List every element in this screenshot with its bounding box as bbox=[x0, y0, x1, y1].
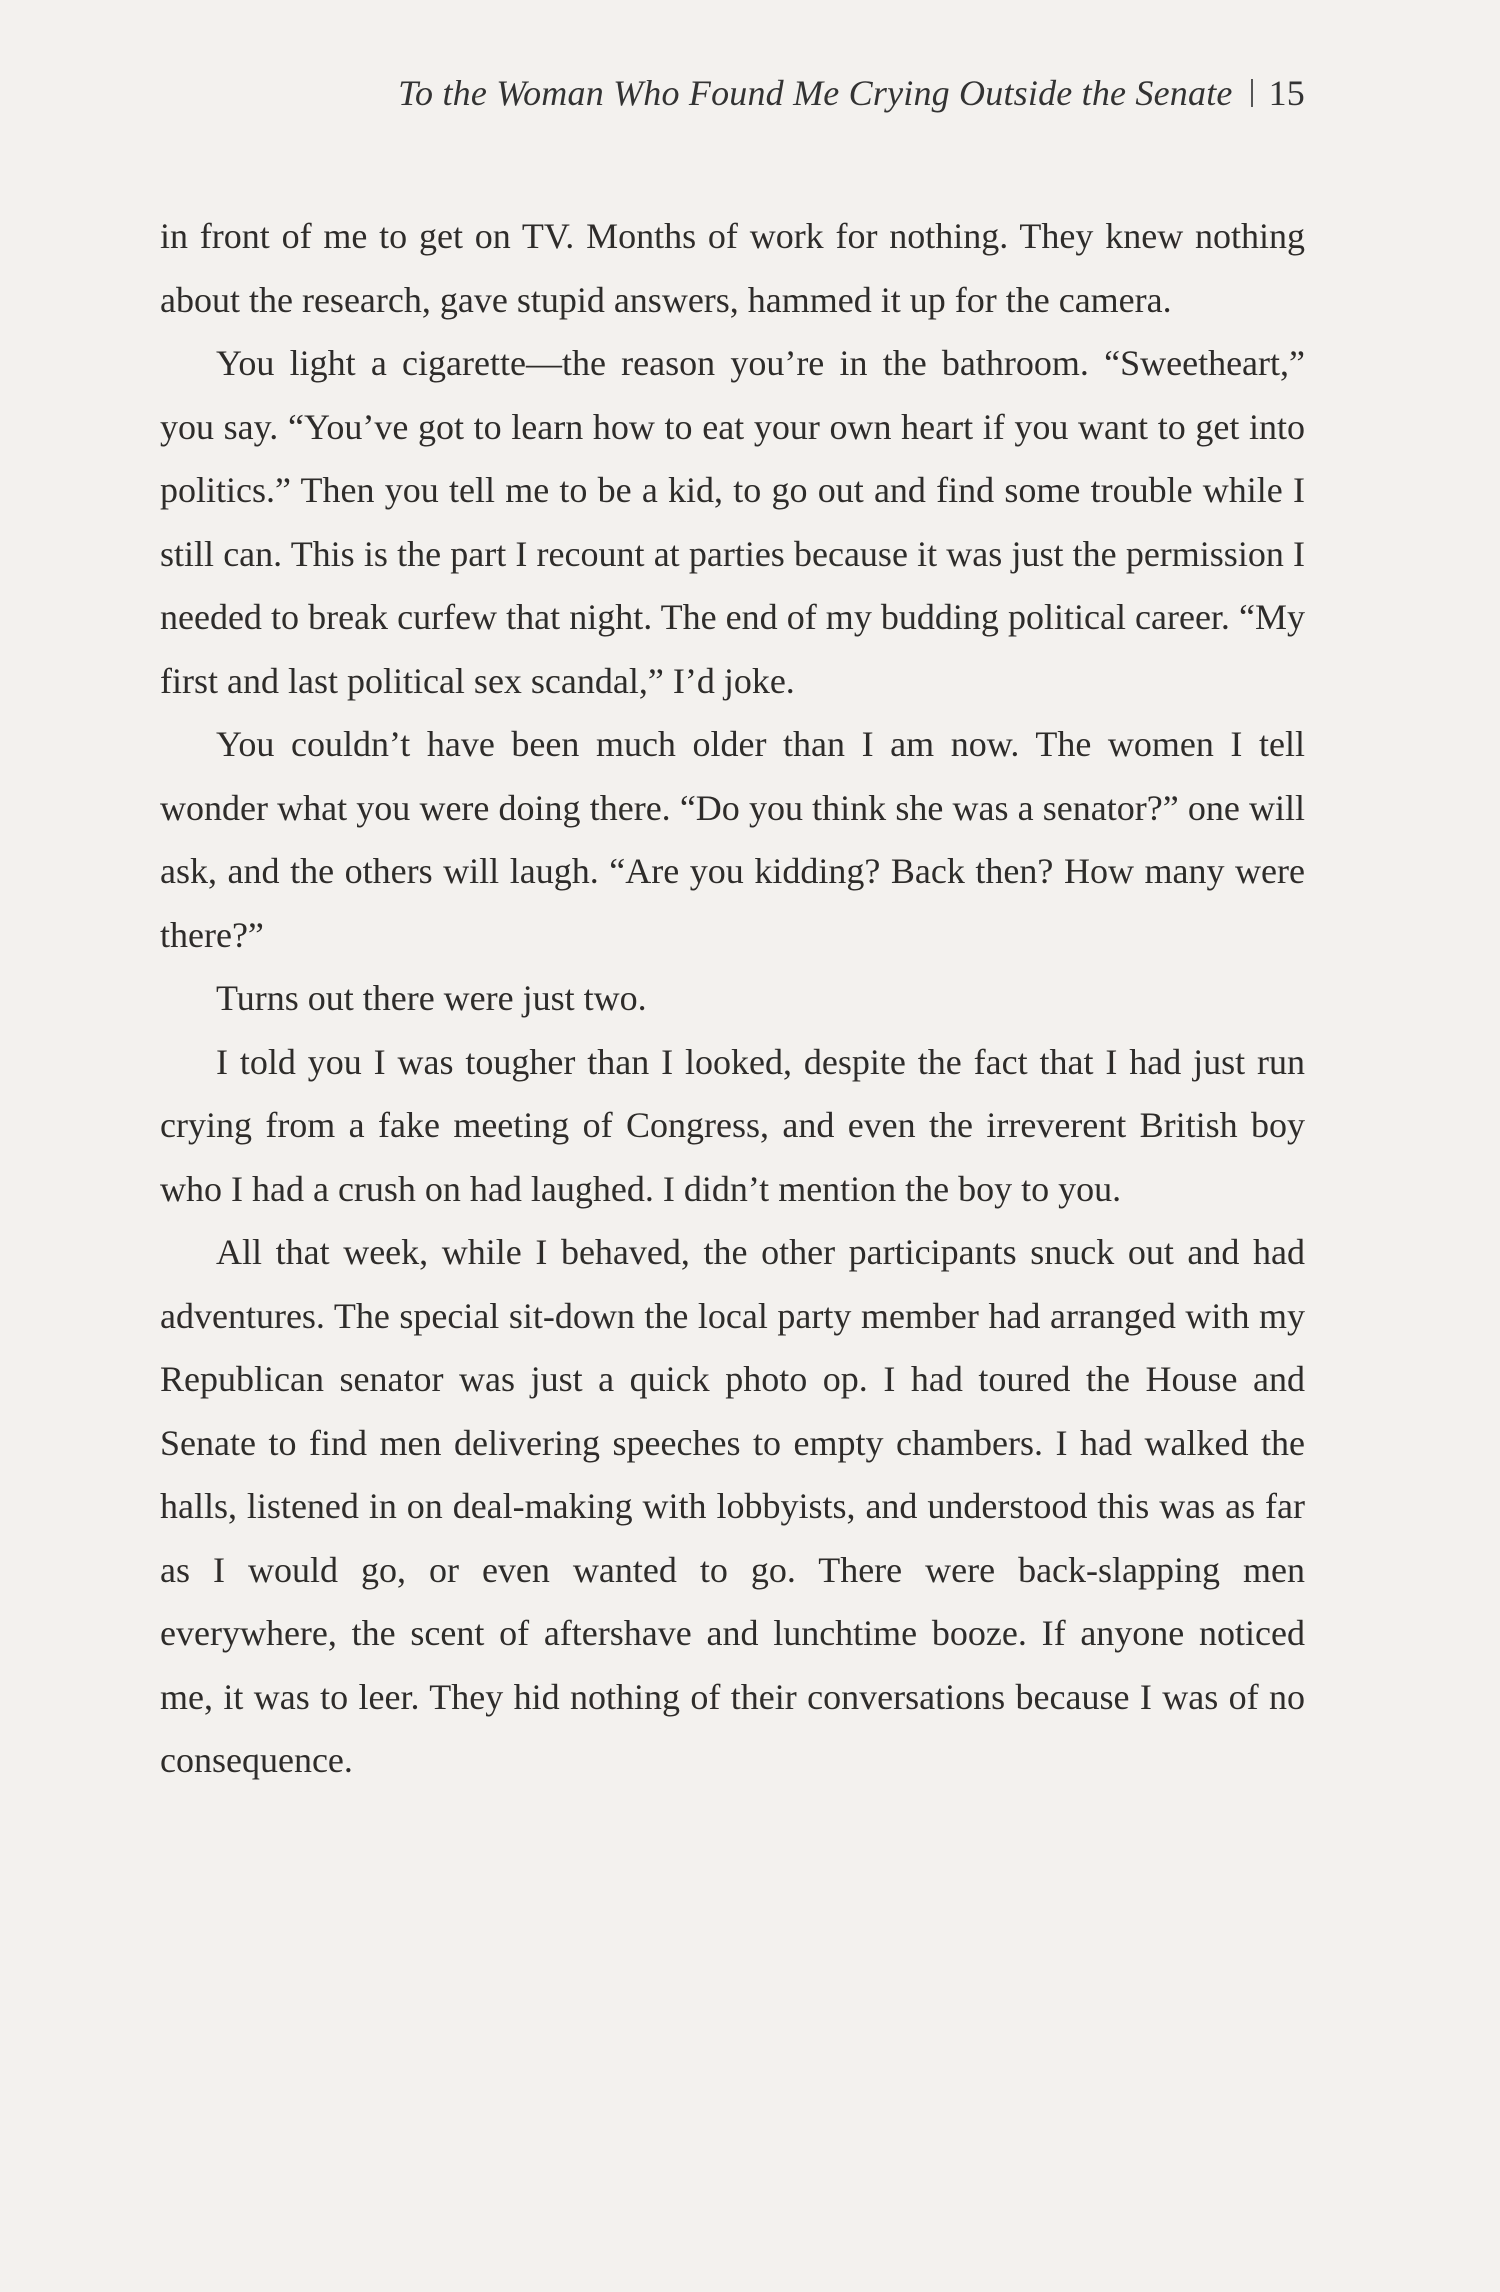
running-header bbox=[160, 72, 1305, 114]
header-divider bbox=[1251, 79, 1253, 107]
paragraph: in front of me to get on TV. Months of work for nothing. They knew nothing about the research, gave stupid answers, hammed it up for the camera. bbox=[160, 216, 1305, 320]
paragraph: All that week, while I behaved, the other participants snuck out and had adventures. The special sit-down the local party member had arranged with my Republican senator was just a quick photo op. I had toured the House and Senate to find men delivering speeches to empty chambers. I had walked the halls, listened in on deal-making with lobbyists, and understood this was as far as I would go, or even wanted to go. There were back-slapping men everywhere, the scent of aftershave and lunchtime booze. If anyone noticed me, it was to leer. They hid nothing of their conversations because I was of no consequence. bbox=[160, 1232, 1305, 1780]
paragraph: I told you I was tougher than I looked, despite the fact that I had just run crying from a fake meeting of Congress, and even the irreverent British boy who I had a crush on had laughed. I didn’t mention the boy to you. bbox=[160, 1041, 1305, 1209]
paragraph: You couldn’t have been much older than I am now. The women I tell wonder what you were doing there. “Do you think she was a senator?” one will ask, and the others will laugh. “Are you kidding? Back then? How many were there?” bbox=[160, 724, 1305, 955]
paragraph: Turns out there were just two. bbox=[216, 978, 647, 1018]
paragraph: You light a cigarette—the reason you’re in the bathroom. “Sweetheart,” you say. “You’ve got to learn how to eat your own heart if you want to get into politics.” Then you tell me to be a kid, to go out and find some trouble while I still can. This is the part I recount at parties because it was just the permission I needed to break curfew that night. The end of my budding political career. “My first and last political sex scandal,” I’d joke. bbox=[160, 343, 1305, 701]
chapter-title: To the Woman Who Found Me Crying Outside the Senate bbox=[398, 73, 1233, 113]
body-text bbox=[160, 205, 1305, 1793]
page-number: 15 bbox=[1268, 73, 1305, 113]
